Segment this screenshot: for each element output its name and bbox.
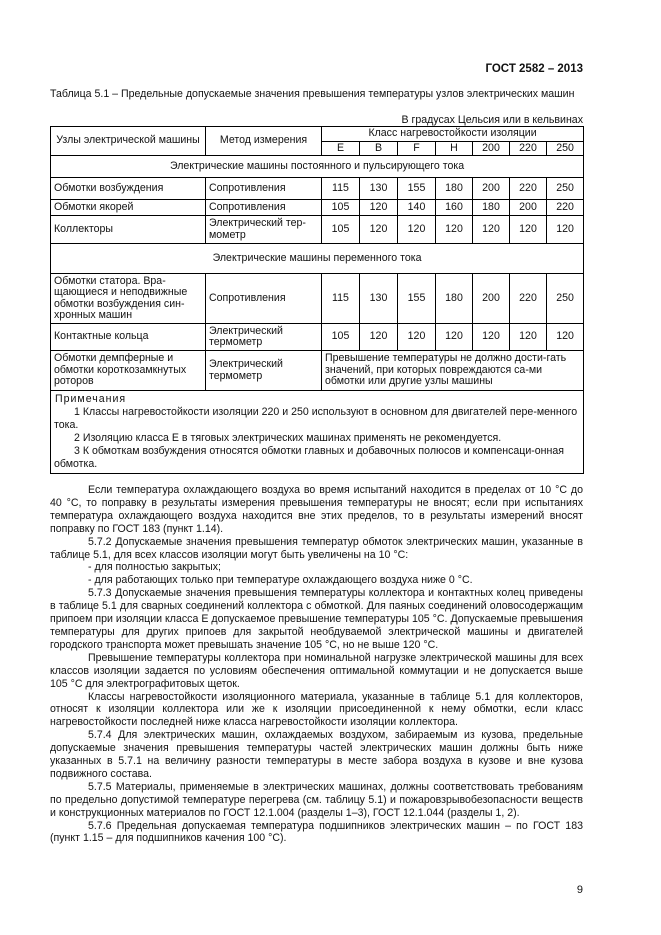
- row-value: 105: [322, 324, 360, 351]
- row-value: 115: [322, 178, 360, 200]
- row-value: 120: [398, 216, 436, 244]
- class-cell: H: [436, 141, 473, 156]
- row-node: Контактные кольца: [51, 324, 206, 351]
- paragraph: Классы нагревостойкости изоляционного материала, указанные в таблице 5.1 для коллекторов, относят к изоляции коллектора или же к изоляции присоединенной к нему обмотки, если класс нагревостойкости последней ниже класса нагревостойкости изоляции коллектора.: [50, 690, 583, 729]
- table-row: [51, 274, 584, 324]
- row-value: 180: [436, 178, 473, 200]
- row-value: 180: [473, 200, 510, 216]
- row-value: 220: [547, 200, 584, 216]
- note-item: 3 К обмоткам возбуждения относятся обмотки главных и добавочных полюсов и компенсаци-онная обмотка.: [54, 445, 565, 470]
- list-item: - для полностью закрытых;: [88, 561, 221, 574]
- row-value: 120: [473, 324, 510, 351]
- units-note: В градусах Цельсия или в кельвинах: [401, 114, 583, 126]
- row-value: 250: [547, 274, 584, 324]
- paragraph: 5.7.5 Материалы, применяемые в электрических машинах, должны соответствовать требованиям по предельно допустимой температуре перегрева (см. таблицу 5.1) и пожаровзрывобезопасности веществ и конструкционных материалов по ГОСТ 12.1.004 (разделы 1–3), ГОСТ 12.1.044 (разделы 1, 2).: [50, 780, 583, 819]
- paragraph: 5.7.2 Допускаемые значения превышения температур обмоток электрических машин, указанные в таблице 5.1, для всех классов изоляции могут быть увеличены на 10 °С:: [50, 535, 583, 561]
- note-item: 2 Изоляцию класса Е в тяговых электрических машинах применять не рекомендуется.: [74, 432, 502, 444]
- class-cell: 250: [547, 141, 584, 156]
- row-value: 220: [510, 178, 547, 200]
- row-value: 155: [398, 274, 436, 324]
- row-value: 130: [360, 274, 398, 324]
- row-value: 120: [360, 324, 398, 351]
- section-ac-machines: Электрические машины переменного тока: [51, 244, 584, 274]
- row-value: 250: [547, 178, 584, 200]
- row-value: 120: [398, 324, 436, 351]
- row-node: Обмотки якорей: [51, 200, 206, 216]
- section-dc-machines: Электрические машины постоянного и пульсирующего тока: [51, 156, 584, 178]
- row-value: 120: [510, 216, 547, 244]
- row-value: 200: [473, 274, 510, 324]
- paragraph: 5.7.4 Для электрических машин, охлаждаемых воздухом, забираемым из кузова, предельные допускаемые значения превышения температуры частей электрических машин должны быть ниже указанных в 5.7.1 на величину разности температуры в месте забора воздуха в кузове и вне кузова подвижного состава.: [50, 729, 583, 780]
- table-row: [51, 324, 584, 351]
- table-caption: Таблица 5.1 – Предельные допускаемые значения превышения температуры узлов электрических машин: [50, 88, 575, 100]
- table-row: [51, 200, 584, 216]
- row-method: Сопротивления: [206, 200, 322, 216]
- list-item: - для работающих только при температуре охлаждающего воздуха ниже 0 °С.: [88, 574, 473, 587]
- row-value: 220: [510, 274, 547, 324]
- row-node: Обмотки возбуждения: [51, 178, 206, 200]
- row-value: 105: [322, 200, 360, 216]
- class-cell: E: [322, 141, 360, 156]
- row-value: 105: [322, 216, 360, 244]
- row-value: 200: [510, 200, 547, 216]
- row-value: 115: [322, 274, 360, 324]
- row-note: Превышение температуры не должно дости-гать значений, при которых повреждаются са-ми обмотки или другие узлы машины: [322, 351, 584, 391]
- row-value: 120: [473, 216, 510, 244]
- row-node: Коллекторы: [51, 216, 206, 244]
- row-value: 120: [436, 324, 473, 351]
- class-cell: 200: [473, 141, 510, 156]
- row-method: Электрический тер-мометр: [206, 216, 322, 244]
- paragraph: Если температура охлаждающего воздуха во время испытаний находится в пределах от 10 °С до 40 °С, то поправку в результаты измерения превышения температуры не вносят; если при испытаниях температура охлаждающего воздуха находится вне этих пределов, то в результаты измерений вносят поправку по ГОСТ 183 (пункт 1.14).: [50, 484, 583, 535]
- row-value: 140: [398, 200, 436, 216]
- header-class: Класс нагревостойкости изоляции: [322, 127, 584, 142]
- document-header: ГОСТ 2582 – 2013: [485, 63, 583, 75]
- row-value: 120: [547, 216, 584, 244]
- table-notes: [51, 391, 584, 474]
- row-value: 130: [360, 178, 398, 200]
- row-value: 160: [436, 200, 473, 216]
- row-value: 120: [360, 216, 398, 244]
- row-method: Электрический термометр: [206, 324, 322, 351]
- row-value: 180: [436, 274, 473, 324]
- table-row: [51, 216, 584, 244]
- temperature-limits-table: [50, 126, 584, 474]
- header-nodes: Узлы электрической машины: [51, 127, 206, 156]
- row-node: Обмотки статора. Вра-щающиеся и неподвижные обмотки возбуждения син-хронных машин: [51, 274, 206, 324]
- row-value: 120: [547, 324, 584, 351]
- row-value: 120: [360, 200, 398, 216]
- row-value: 200: [473, 178, 510, 200]
- row-value: 120: [436, 216, 473, 244]
- row-method: Сопротивления: [206, 178, 322, 200]
- paragraph: 5.7.3 Допускаемые значения превышения температуры коллектора и контактных колец приведены в таблице 5.1 для сварных соединений коллектора с обмоткой. Для паяных соединений оловосодержащим припоем при изоляции класса Е допускаемое превышение температуры 105 °С. Допускаемые превышения температуры для других припоев для закрытой необдуваемой электрической машины и двигателей городского транспорта может превышать значение 105 °С, но не выше 120 °С.: [50, 587, 583, 651]
- page-number: 9: [576, 884, 583, 896]
- row-value: 155: [398, 178, 436, 200]
- table-row: [51, 351, 584, 391]
- class-cell: F: [398, 141, 436, 156]
- class-cell: 220: [510, 141, 547, 156]
- row-value: 120: [510, 324, 547, 351]
- paragraph: 5.7.6 Предельная допускаемая температура подшипников электрических машин – по ГОСТ 183 (пункт 1.15 – для подшипников качения 100 °С).: [50, 819, 583, 845]
- class-cell: B: [360, 141, 398, 156]
- note-item: 1 Классы нагревостойкости изоляции 220 и 250 используют в основном для двигателей пере-менного тока.: [54, 406, 578, 431]
- body-text: [50, 484, 583, 845]
- notes-title: Примечания: [55, 393, 127, 405]
- row-node: Обмотки демпферные и обмотки короткозамкнутых роторов: [51, 351, 206, 391]
- header-method: Метод измерения: [206, 127, 322, 156]
- table-row: [51, 178, 584, 200]
- row-method: Сопротивления: [206, 274, 322, 324]
- row-method: Электрический термометр: [206, 351, 322, 391]
- paragraph: Превышение температуры коллектора при номинальной нагрузке электрической машины для всех классов изоляции задается по условиям обеспечения оптимальной коммутации и не допускается выше 105 °С для электрографитовых щеток.: [50, 651, 583, 690]
